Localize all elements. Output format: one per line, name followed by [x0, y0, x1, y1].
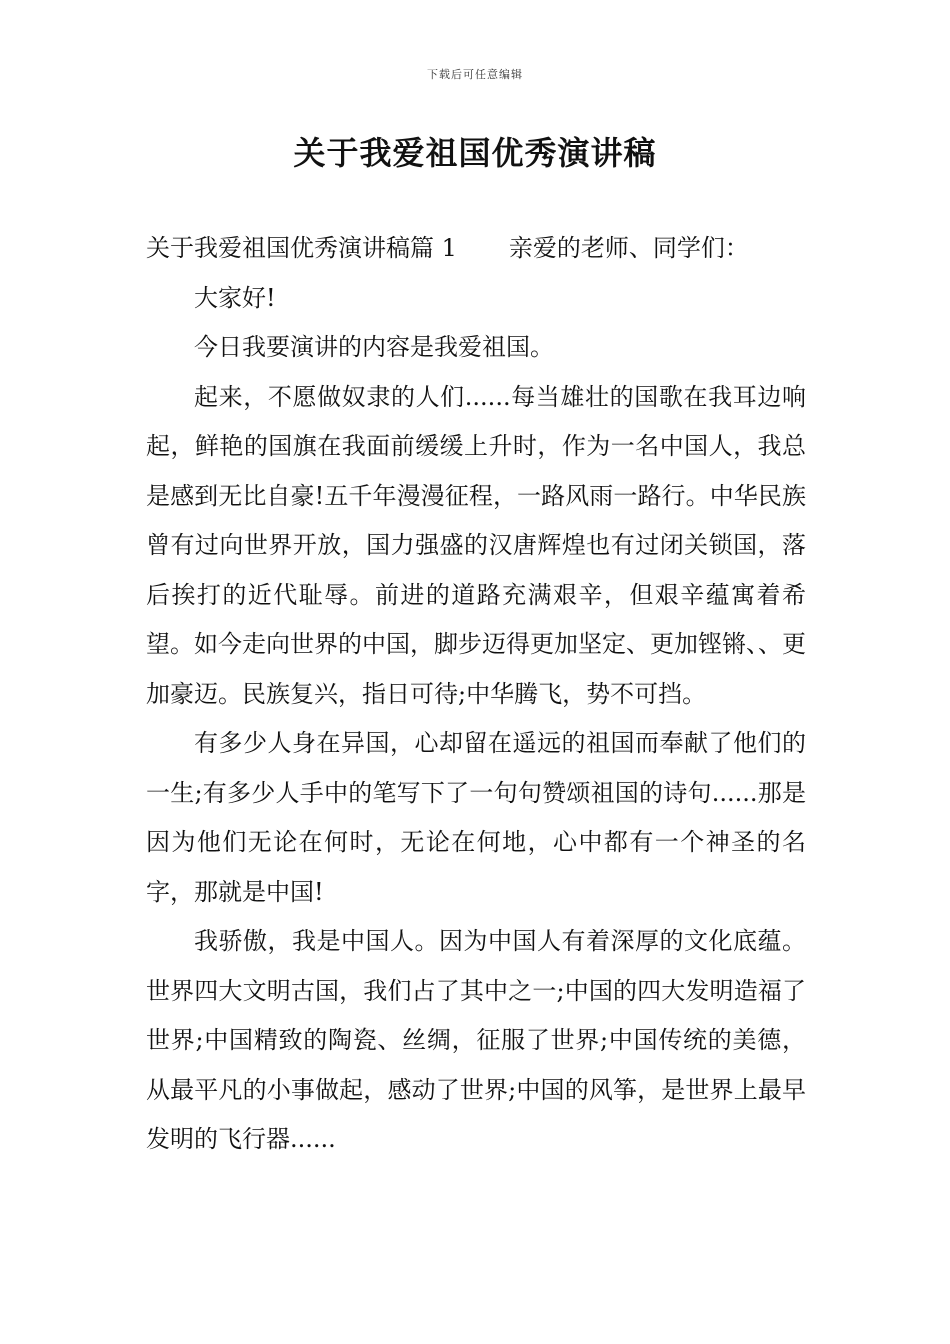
salutation: 亲爱的老师、同学们：: [508, 234, 749, 262]
paragraph-topic: 今日我要演讲的内容是我爱祖国。: [194, 333, 554, 361]
document-body: [146, 224, 806, 1165]
section-heading: 关于我爱祖国优秀演讲稿篇 1: [146, 234, 457, 262]
header-note: 下载后可任意编辑: [427, 68, 523, 81]
document-title: 关于我爱祖国优秀演讲稿: [293, 134, 657, 172]
paragraph-overseas: 有多少人身在异国，心却留在遥远的祖国而奉献了他们的一生;有多少人手中的笔写下了一句句赞颂祖国的诗句......那是因为他们无论在何时，无论在何地，心中都有一个神圣的名字，那就是中国!: [146, 729, 806, 906]
paragraph-greeting: 大家好!: [194, 283, 276, 312]
opening-line: [146, 224, 806, 274]
paragraph-pride: 我骄傲，我是中国人。因为中国人有着深厚的文化底蕴。世界四大文明古国，我们占了其中之一;中国的四大发明造福了世界;中国精致的陶瓷、丝绸，征服了世界;中国传统的美德，从最平凡的小事做起，感动了世界;中国的风筝，是世界上最早发明的飞行器......: [146, 927, 806, 1153]
paragraph-anthem: 起来，不愿做奴隶的人们......每当雄壮的国歌在我耳边响起，鲜艳的国旗在我面前缓缓上升时，作为一名中国人，我总是感到无比自豪!五千年漫漫征程，一路风雨一路行。中华民族曾有过向世界开放，国力强盛的汉唐辉煌也有过闭关锁国，落后挨打的近代耻辱。前进的道路充满艰辛，但艰辛蕴寓着希望。如今走向世界的中国，脚步迈得更加坚定、更加铿锵、、更加豪迈。民族复兴，指日可待;中华腾飞，势不可挡。: [146, 382, 806, 708]
